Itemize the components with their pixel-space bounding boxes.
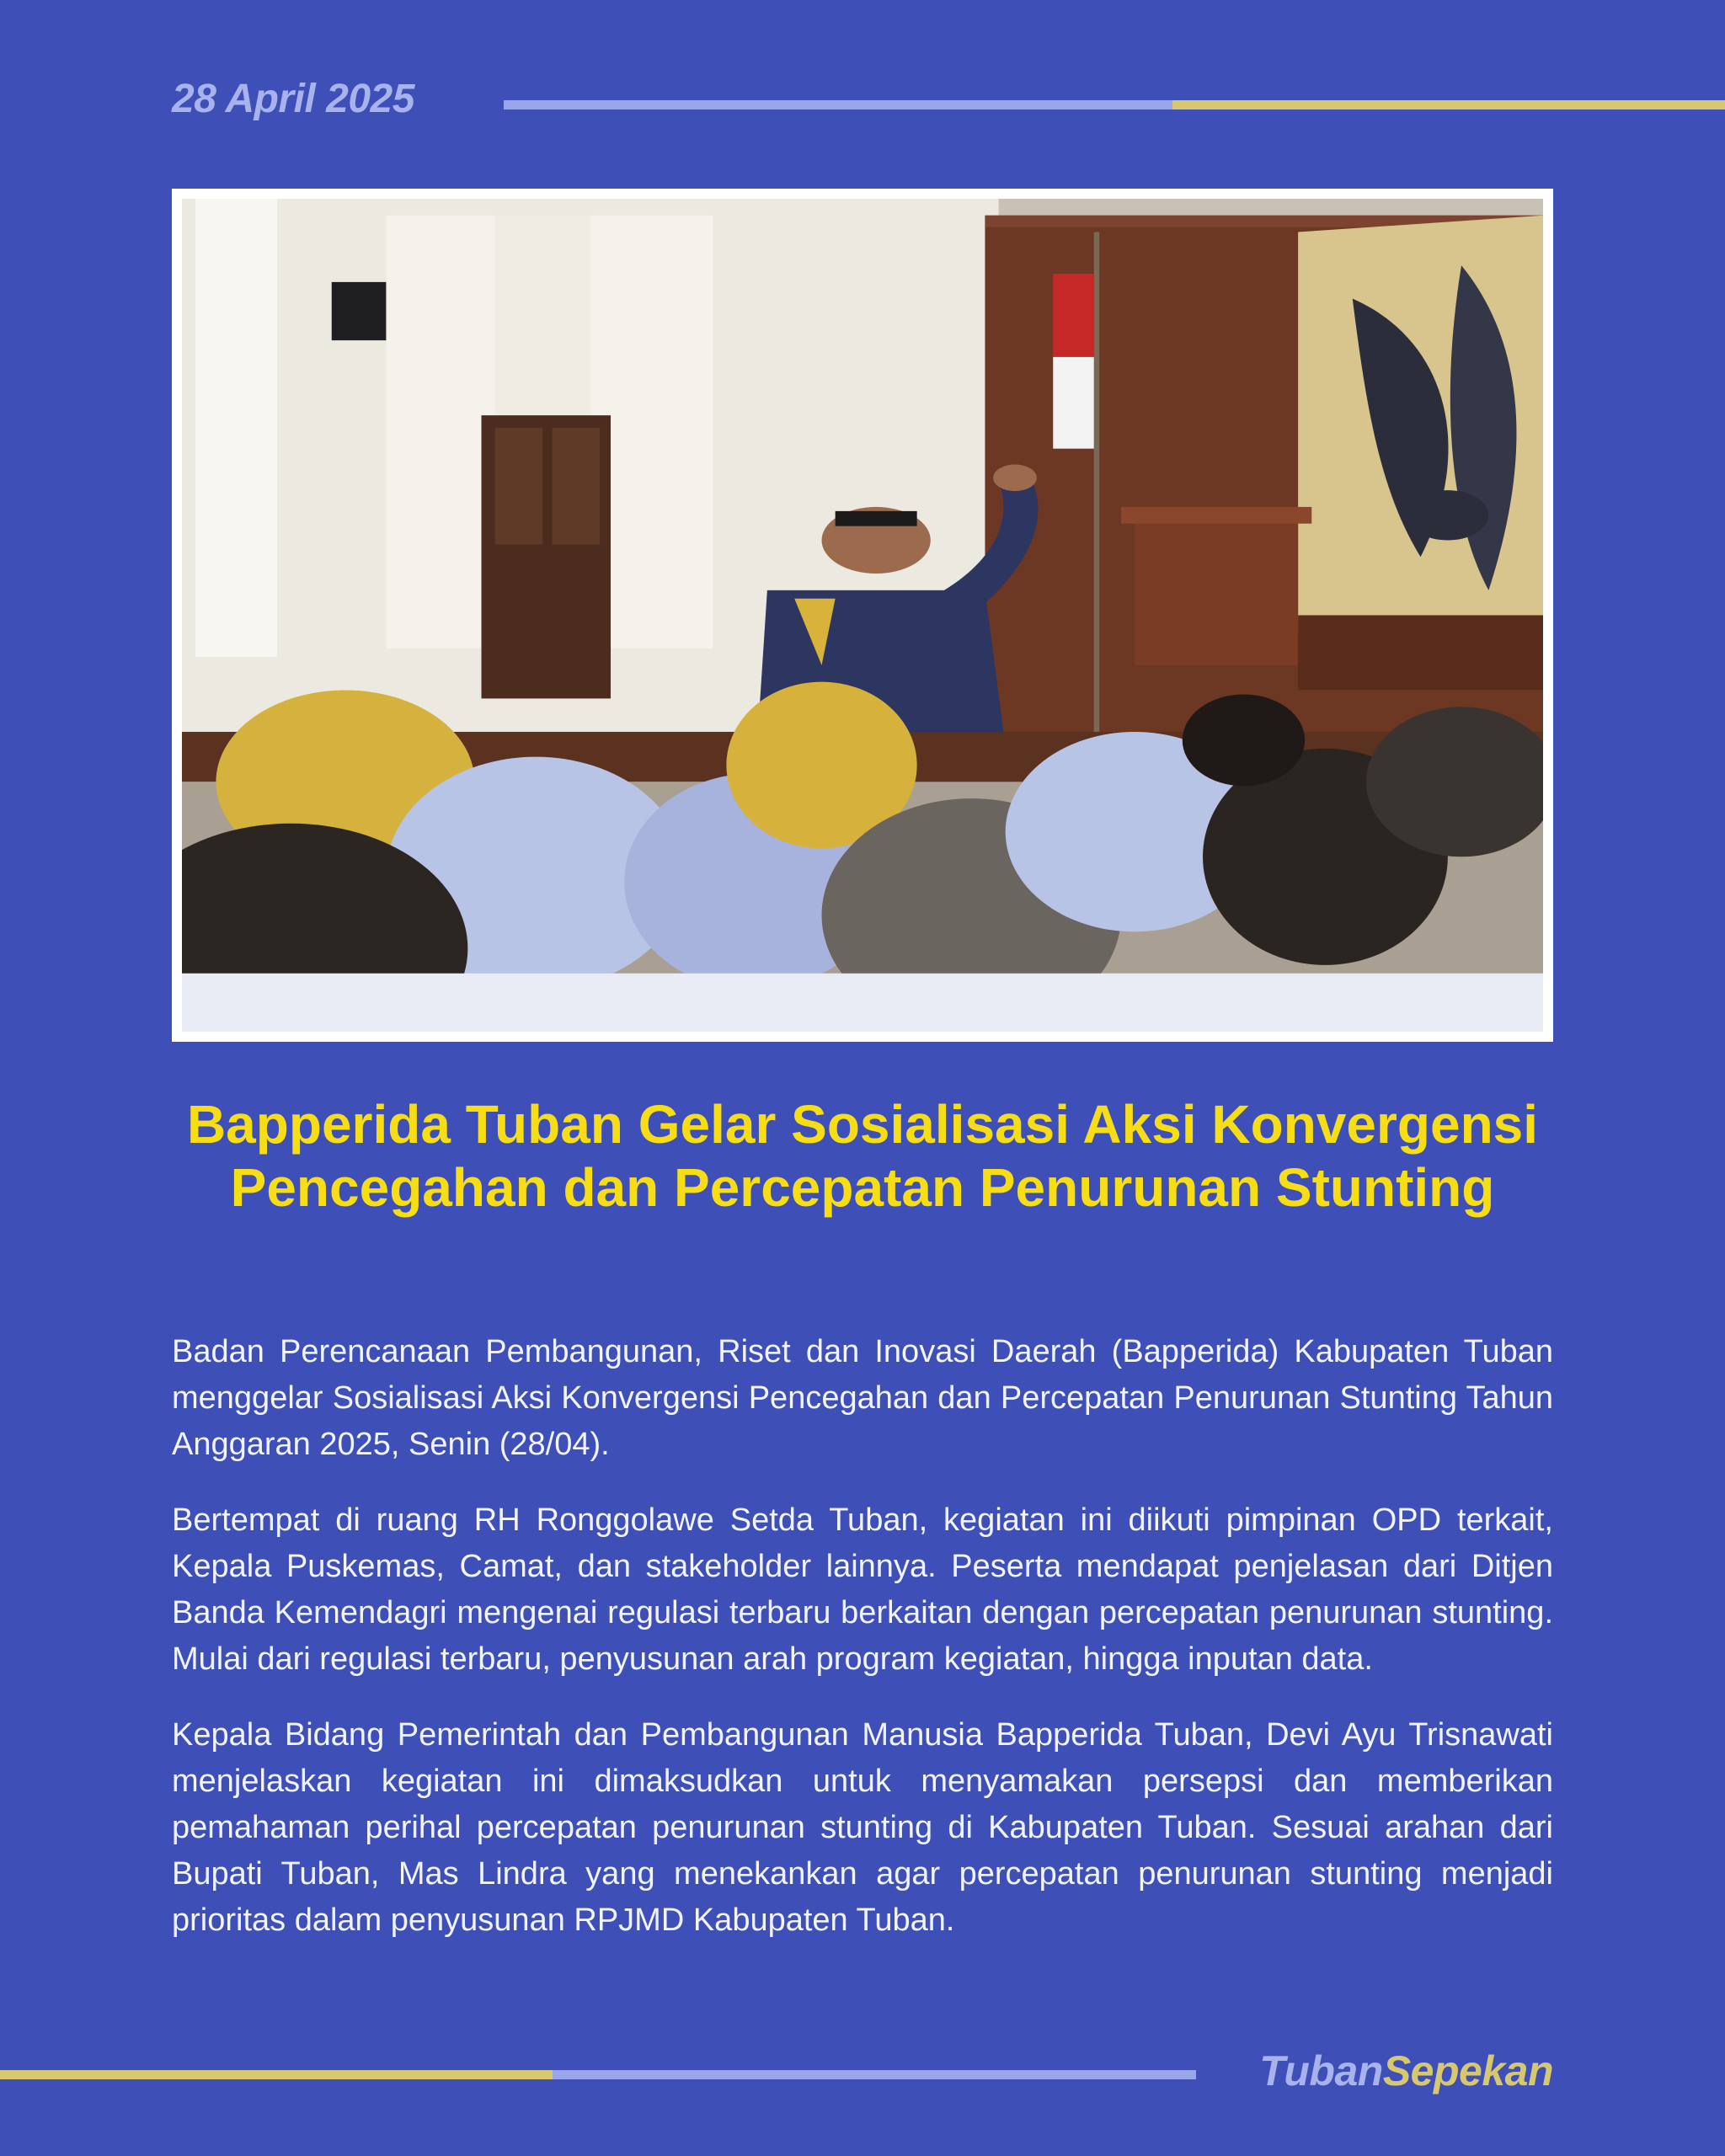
article-paragraph: Bertempat di ruang RH Ronggolawe Setda Tuban, kegiatan ini diikuti pimpinan OPD terkait, Kepala Puskemas, Camat, dan stakeholder lainnya. Peserta mendapat penjelasan dari Ditjen Banda Kemendagri mengenai regulasi terbaru berkaitan dengan percepatan penurunan stunting. Mulai dari regulasi terbaru, penyusunan arah program kegiatan, hingga inputan data.	[172, 1502, 1553, 1677]
brand-part-sepekan: Sepekan	[1382, 2047, 1553, 2095]
event-photo-frame	[172, 189, 1553, 1042]
brand-logo-text	[1259, 2047, 1553, 2095]
event-photo-illustration	[182, 199, 1543, 1032]
event-photo	[182, 199, 1543, 1032]
bottom-divider-gold	[0, 2070, 553, 2079]
bottom-divider-blue	[553, 2070, 1196, 2079]
article-body	[172, 1329, 1553, 1973]
brand-part-tuban: Tuban	[1259, 2047, 1383, 2095]
article-paragraph: Kepala Bidang Pemerintah dan Pembangunan Manusia Bapperida Tuban, Devi Ayu Trisnawati menjelaskan kegiatan ini dimaksudkan untuk menyamakan persepsi dan memberikan pemahaman perihal percepatan penurunan stunting di Kabupaten Tuban. Sesuai arahan dari Bupati Tuban, Mas Lindra yang menekankan agar percepatan penurunan stunting menjadi prioritas dalam penyusunan RPJMD Kabupaten Tuban.	[172, 1717, 1553, 1938]
top-divider-blue	[504, 100, 1172, 109]
post-date: 28 April 2025	[172, 77, 414, 121]
top-divider-gold	[1172, 100, 1725, 109]
article-paragraph: Badan Perencanaan Pembangunan, Riset dan Inovasi Daerah (Bapperida) Kabupaten Tuban menggelar Sosialisasi Aksi Konvergensi Pencegahan dan Percepatan Penurunan Stunting Tahun Anggaran 2025, Senin (28/04).	[172, 1334, 1553, 1462]
article-headline: Bapperida Tuban Gelar Sosialisasi Aksi Konvergensi Pencegahan dan Percepatan Penurunan Stunting	[186, 1094, 1539, 1218]
